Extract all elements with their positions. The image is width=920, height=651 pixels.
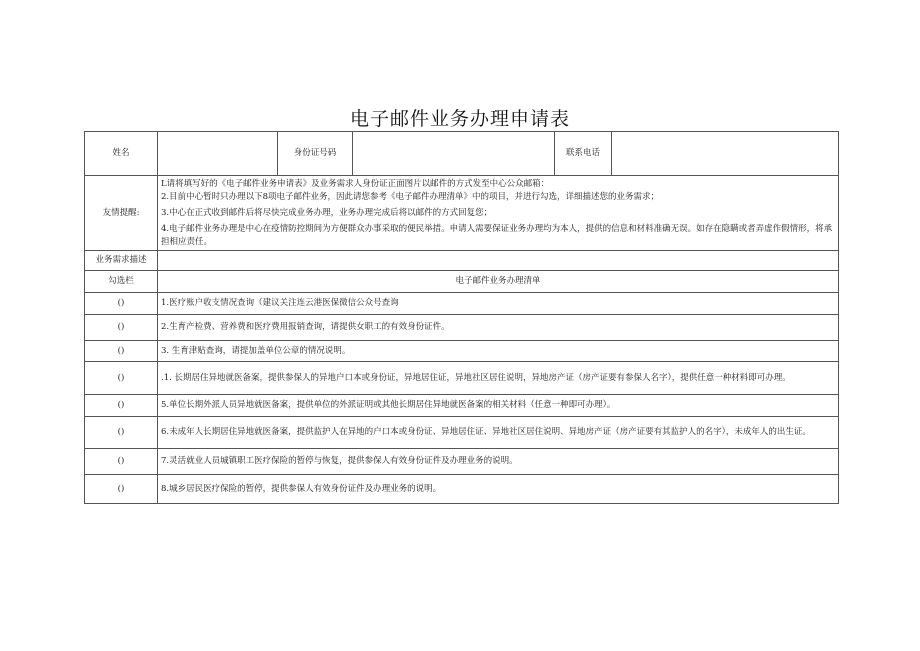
tips-label: 友情提醒: bbox=[85, 176, 158, 251]
checklist-item-text: 3. 生育津贴查询，请提加盖单位公章的情况说明。 bbox=[158, 341, 839, 362]
tip-item-1: L请将填写好的《电子邮件业务申请表》及业务需求人身份证正面图片以邮件的方式发至中心公众邮箱： bbox=[161, 178, 550, 189]
name-label: 姓名 bbox=[85, 132, 158, 176]
checklist-row bbox=[85, 417, 839, 449]
checklist-item-text: 1.医疗账户收支情况查询（建议关注连云港医保微信公众号查询 bbox=[158, 293, 839, 315]
applicant-info-row bbox=[85, 132, 839, 176]
checklist-item-text: .1. 长期居住异地就医备案，提供参保人的异地户口本或身份证，异地居住证，异地社区居住说明，异地房产证（房产证要有参保人名字），提供任意一种材料即可办理。 bbox=[158, 362, 839, 395]
checklist-item-text: 5.单位长期外派人员异地就医备案，提供单位的外派证明或其他长期居住异地就医备案的相关材料（任意一种即可办理）。 bbox=[158, 395, 839, 417]
checkbox-mark[interactable]: () bbox=[85, 449, 158, 475]
demand-field[interactable] bbox=[158, 251, 839, 271]
check-column-header: 勾选栏 bbox=[85, 271, 158, 293]
tips-content bbox=[158, 176, 839, 251]
id-number-label: 身份证号码 bbox=[278, 132, 353, 176]
checkbox-mark[interactable]: () bbox=[85, 315, 158, 341]
demand-label: 业务需求描述 bbox=[85, 251, 158, 271]
checklist-header-row bbox=[85, 271, 839, 293]
checkbox-mark[interactable]: () bbox=[85, 417, 158, 449]
name-field[interactable] bbox=[158, 132, 278, 176]
application-form-table bbox=[84, 131, 839, 504]
checklist-row bbox=[85, 341, 839, 362]
checklist-row bbox=[85, 395, 839, 417]
checklist-title: 电子邮件业务办理清单 bbox=[158, 271, 839, 293]
checkbox-mark[interactable]: () bbox=[85, 395, 158, 417]
phone-label: 联系电话 bbox=[555, 132, 612, 176]
demand-row bbox=[85, 251, 839, 271]
checklist-row bbox=[85, 362, 839, 395]
checklist-item-text: 2.生育产检费、营养费和医疗费用报销查询，请提供女职工的有效身份证件。 bbox=[158, 315, 839, 341]
checkbox-mark[interactable]: () bbox=[85, 475, 158, 504]
tip-item-3: 3.中心在正式收到邮件后将尽快完成业务办理，业务办理完成后将以邮件的方式回复您； bbox=[161, 207, 493, 218]
checklist-row bbox=[85, 475, 839, 504]
id-number-field[interactable] bbox=[353, 132, 555, 176]
tips-row bbox=[85, 176, 839, 251]
tip-item-2: 2.目前中心暂时只办理以下8项电子邮件业务，因此请您参考《电子邮件办理清单》中的项目，并进行勾选，详细描述您的业务需求； bbox=[161, 191, 660, 202]
checklist-row bbox=[85, 449, 839, 475]
checklist-item-text: 7.灵活就业人员城镇职工医疗保险的暂停与恢复，提供参保人有效身份证件及办理业务的说明。 bbox=[158, 449, 839, 475]
checkbox-mark[interactable]: () bbox=[85, 341, 158, 362]
checklist-item-text: 8.城乡居民医疗保险的暂停，提供参保人有效身份证件及办理业务的说明。 bbox=[158, 475, 839, 504]
checklist-row bbox=[85, 315, 839, 341]
tip-item-4: 4.电子邮件业务办理是中心在疫情防控期间为方便群众办事采取的便民举措。申请人需要保证业务办理均为本人，提供的信息和材料准确无误。如存在隐瞒或者弄虚作假情形，将承担相应责任。 bbox=[161, 223, 833, 247]
form-title: 电子邮件业务办理申请表 bbox=[349, 108, 570, 130]
checklist-row bbox=[85, 293, 839, 315]
checkbox-mark[interactable]: () bbox=[85, 293, 158, 315]
phone-field[interactable] bbox=[612, 132, 839, 176]
checkbox-mark[interactable]: () bbox=[85, 362, 158, 395]
checklist-item-text: 6.未成年人长期居住异地就医备案，提供监护人在异地的户口本或身份证、异地居住证、异地社区居住说明、异地房产证（房产证要有其监护人的名字），未成年人的出生证。 bbox=[158, 417, 839, 449]
